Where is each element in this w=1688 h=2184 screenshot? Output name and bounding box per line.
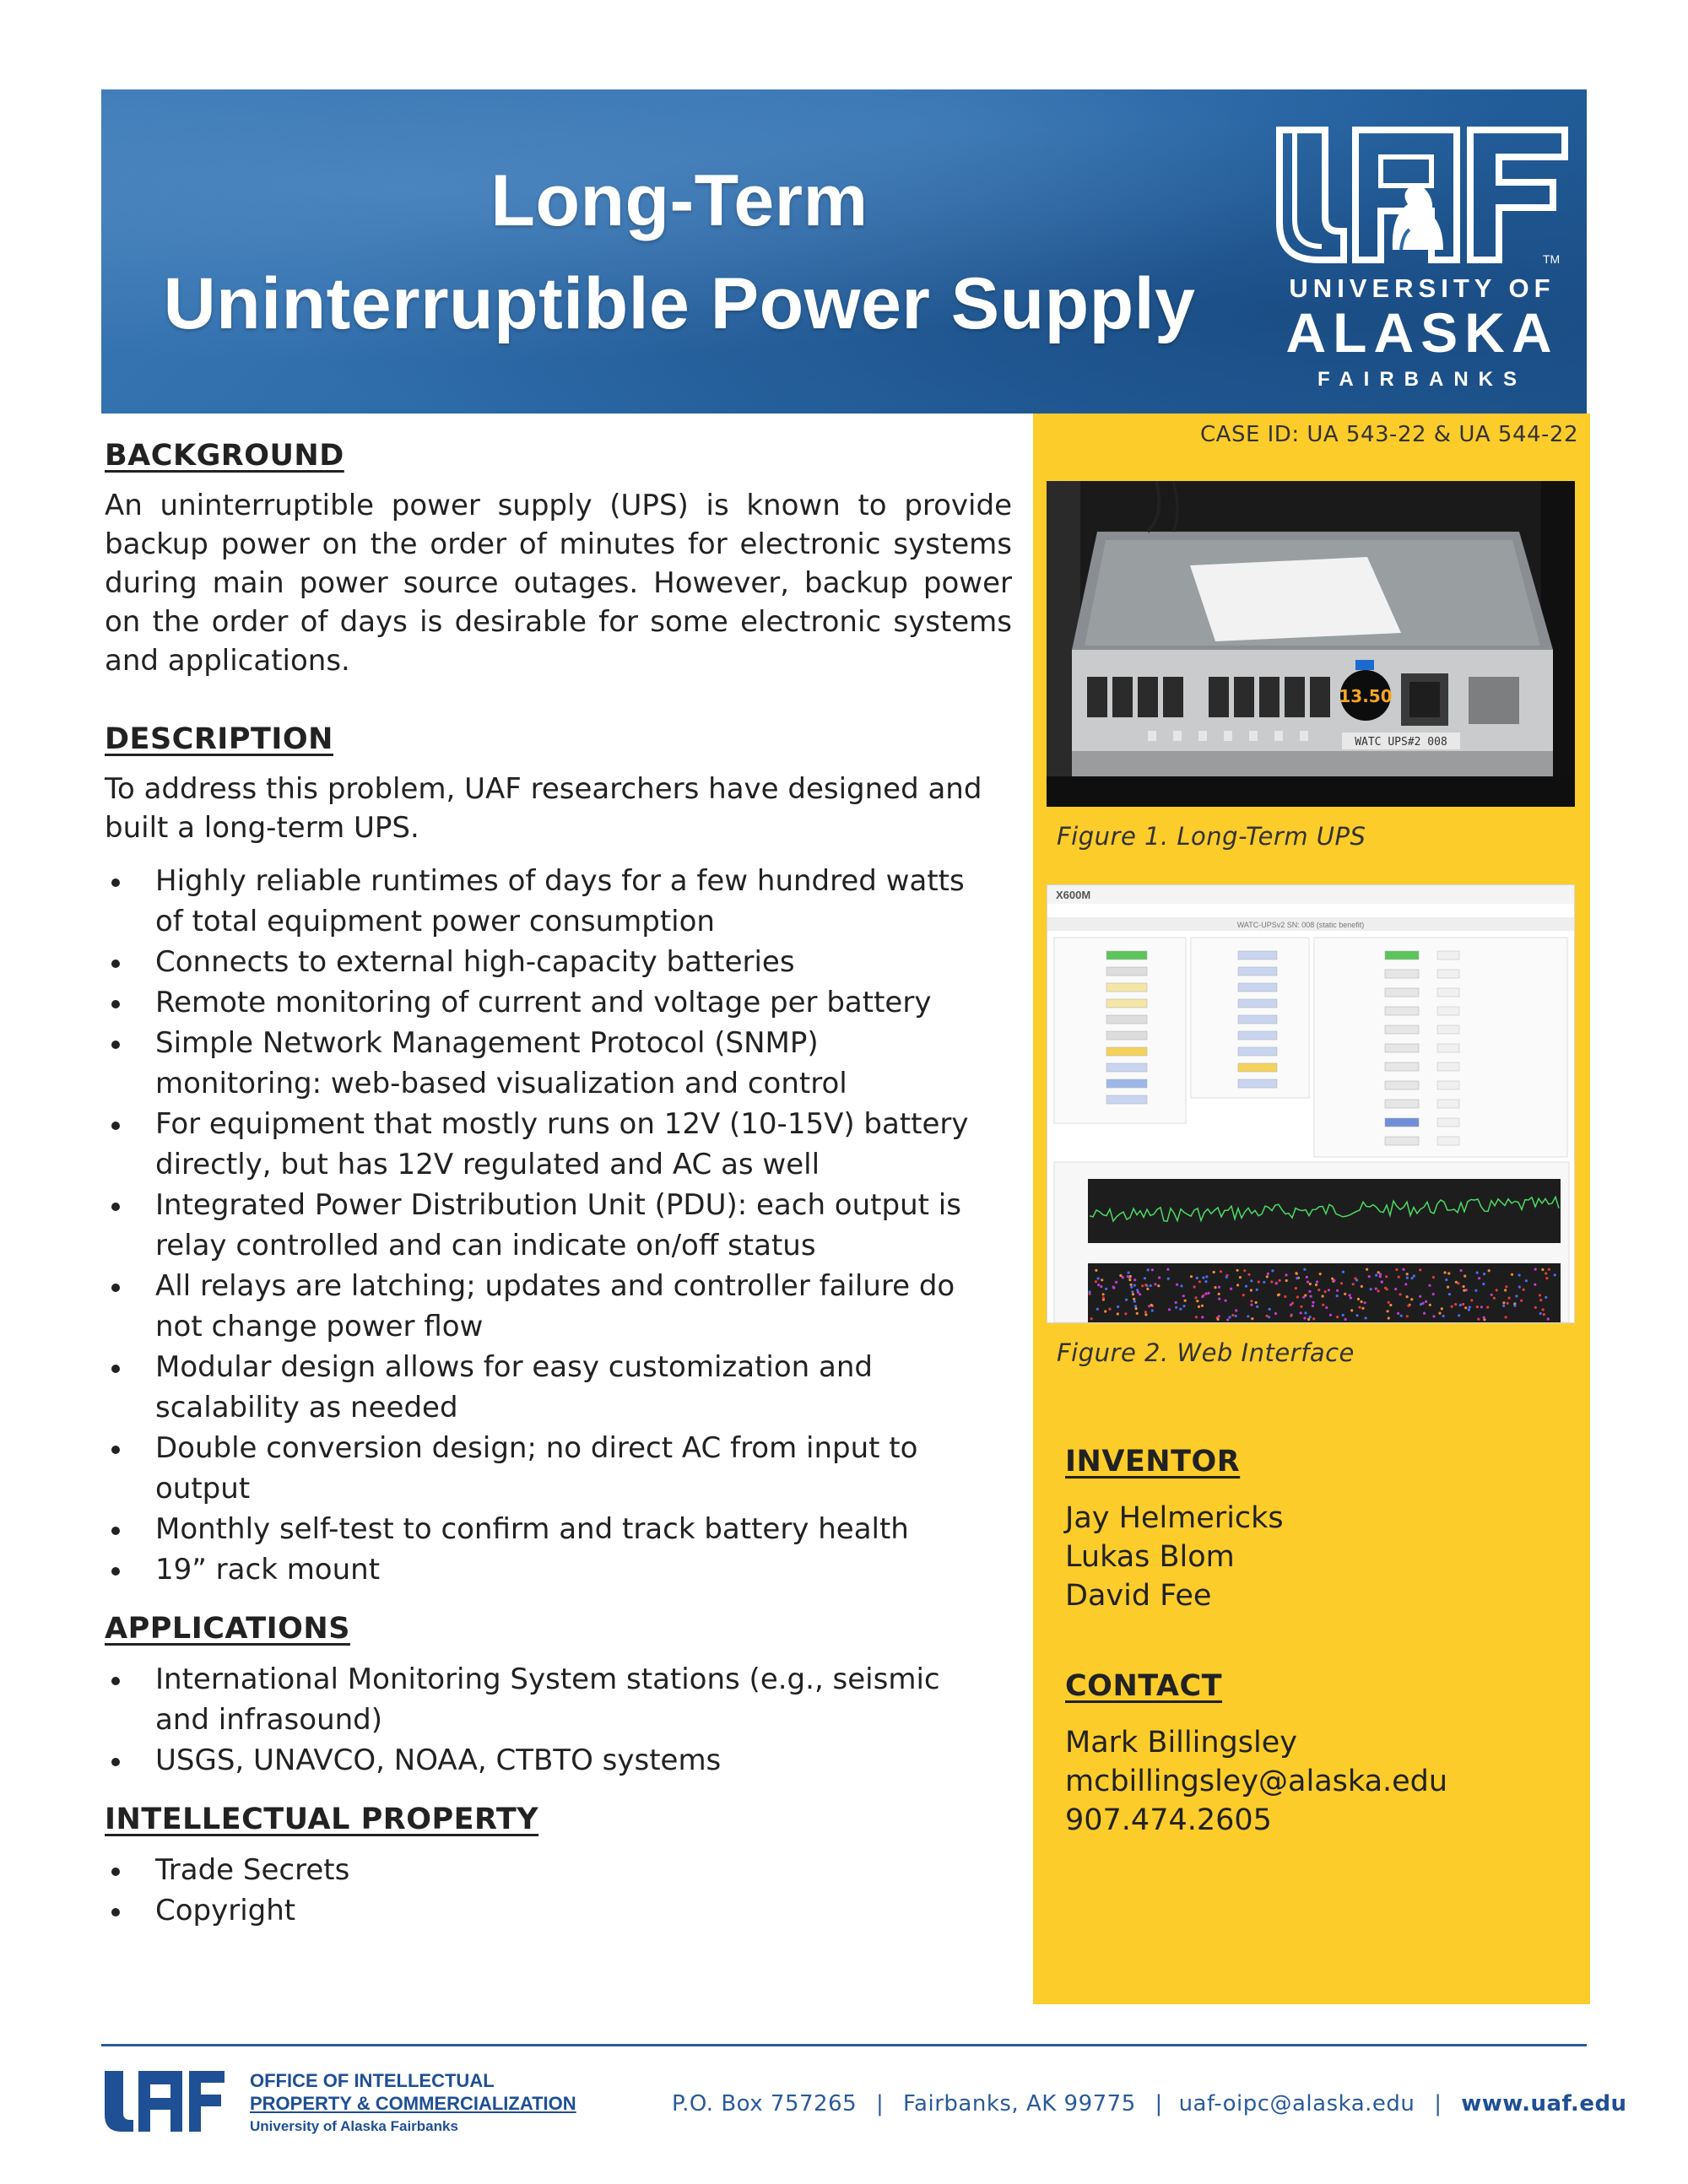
ip-bullet (105, 1850, 1012, 1890)
logo-fairbanks: FAIRBANKS (1317, 368, 1527, 391)
applications-bullet (105, 1659, 1012, 1740)
footer-address: P.O. Box 757265 (672, 2091, 858, 2116)
description-bullet-line: Integrated Power Distribution Unit (PDU): each output is (155, 1188, 961, 1222)
figure-2-screenshot (1047, 884, 1575, 1323)
contact-phone: 907.474.2605 (1065, 1803, 1272, 1837)
description-bullet (105, 942, 1012, 982)
applications-bullet-line: and infrasound) (155, 1703, 383, 1737)
applications-bullets (105, 1659, 1012, 1781)
ip-heading: INTELLECTUAL PROPERTY (105, 1803, 539, 1836)
description-heading: DESCRIPTION (105, 722, 333, 756)
description-bullet-line: output (155, 1472, 251, 1506)
footer-uaf-logo-icon (101, 2068, 228, 2135)
tm-mark: TM (1543, 252, 1561, 266)
ip-bullet-line: Copyright (155, 1894, 296, 1927)
description-bullet-line: Remote monitoring of current and voltage per battery (155, 986, 932, 1019)
ip-bullet (105, 1890, 1012, 1931)
ups-photo-icon (1047, 481, 1575, 807)
main-content (105, 439, 1012, 1931)
description-bullet-line: 19” rack mount (155, 1553, 381, 1587)
footer-office (250, 2069, 576, 2138)
ip-bullet-line: Trade Secrets (155, 1853, 350, 1887)
description-bullet-line: not change power flow (155, 1310, 484, 1343)
description-bullet (105, 1023, 1012, 1104)
title-line-1: Long-Term (490, 160, 868, 241)
description-bullet (105, 1509, 1012, 1549)
applications-heading: APPLICATIONS (105, 1612, 350, 1646)
background-heading: BACKGROUND (105, 439, 344, 473)
description-bullet (105, 1428, 1012, 1509)
description-bullet-line: Monthly self-test to confirm and track battery health (155, 1512, 909, 1546)
description-bullets (105, 861, 1012, 1590)
footer-sep-2: | (1155, 2091, 1163, 2116)
inventor-name-3: David Fee (1065, 1579, 1212, 1613)
description-bullet-line: monitoring: web-based visualization and control (155, 1067, 847, 1100)
description-bullet (105, 1549, 1012, 1590)
applications-bullet-line: USGS, UNAVCO, NOAA, CTBTO systems (155, 1743, 722, 1777)
description-bullet-line: Connects to external high-capacity batteries (155, 945, 795, 979)
description-bullet-line: Modular design allows for easy customization and (155, 1350, 873, 1384)
logo-alaska: ALASKA (1285, 301, 1559, 364)
contact-email[interactable]: mcbillingsley@alaska.edu (1065, 1765, 1448, 1798)
applications-bullet-line: International Monitoring System stations (e.g., seismic (155, 1662, 940, 1696)
description-bullet-line: Simple Network Management Protocol (SNMP) (155, 1026, 819, 1060)
description-bullet-line: of total equipment power consumption (155, 905, 715, 938)
background-text: An uninterruptible power supply (UPS) is known to provide backup power on the order of minutes for electronic systems during main power source outages. However, backup power on the order of days is desirable for some electronic systems and applications. (105, 489, 1012, 678)
inventor-heading: INVENTOR (1065, 1445, 1241, 1479)
inventor-name-1: Jay Helmericks (1065, 1501, 1284, 1535)
fig1-label: WATC UPS#2 008 (1355, 736, 1447, 749)
footer-office-line3: University of Alaska Fairbanks (250, 2118, 458, 2134)
footer-office-line1: OFFICE OF INTELLECTUAL (250, 2070, 495, 2091)
uaf-letters-icon (1274, 123, 1570, 267)
description-bullet (105, 1185, 1012, 1266)
description-bullet-line: Highly reliable runtimes of days for a few hundred watts (155, 864, 965, 898)
contact-name: Mark Billingsley (1065, 1726, 1297, 1760)
fig1-display: 13.50 (1339, 686, 1393, 706)
footer-web[interactable]: www.uaf.edu (1461, 2091, 1627, 2116)
description-bullet-line: relay controlled and can indicate on/off status (155, 1229, 816, 1262)
inventor-name-2: Lukas Blom (1065, 1540, 1235, 1574)
sidebar (1033, 414, 1590, 2004)
description-bullet-line: directly, but has 12V regulated and AC as well (155, 1148, 820, 1181)
description-bullet-line: All relays are latching; updates and controller failure do (155, 1269, 955, 1303)
description-bullet (105, 1347, 1012, 1428)
case-id: CASE ID: UA 543-22 & UA 544-22 (1200, 422, 1578, 447)
description-bullet-line: Double conversion design; no direct AC from input to (155, 1431, 918, 1465)
figure-1-caption: Figure 1. Long-Term UPS (1057, 822, 1366, 851)
header-banner (101, 89, 1587, 414)
description-bullet (105, 1104, 1012, 1185)
figure-2-caption: Figure 2. Web Interface (1057, 1338, 1355, 1367)
footer-office-line2[interactable]: PROPERTY & COMMERCIALIZATION (250, 2093, 576, 2114)
footer-city: Fairbanks, AK 99775 (902, 2091, 1136, 2116)
figure-1-photo (1047, 481, 1575, 807)
footer-sep-3: | (1434, 2091, 1442, 2116)
footer-contact (672, 2091, 1627, 2116)
logo-university-of: UNIVERSITY OF (1289, 273, 1555, 303)
description-bullet (105, 1266, 1012, 1347)
applications-bullet (105, 1740, 1012, 1781)
fig2-page-title: WATC-UPSv2 SN: 008 (static benefit) (1236, 921, 1365, 929)
description-bullet (105, 982, 1012, 1023)
contact-heading: CONTACT (1065, 1669, 1223, 1703)
footer-email[interactable]: uaf-oipc@alaska.edu (1178, 2091, 1415, 2116)
footer-divider (101, 2044, 1587, 2046)
description-bullet (105, 861, 1012, 942)
description-bullet-line: For equipment that mostly runs on 12V (10-15V) battery (155, 1107, 969, 1141)
footer-sep-1: | (875, 2091, 885, 2116)
fig2-brand: X600M (1056, 889, 1091, 901)
web-interface-icon (1047, 885, 1575, 1323)
description-text: To address this problem, UAF researchers have designed and built a long-term UPS. (105, 772, 982, 845)
title-line-2: Uninterruptible Power Supply (163, 263, 1196, 344)
ip-bullets (105, 1850, 1012, 1931)
uaf-logo (1274, 123, 1570, 393)
description-bullet-line: scalability as needed (155, 1391, 458, 1424)
